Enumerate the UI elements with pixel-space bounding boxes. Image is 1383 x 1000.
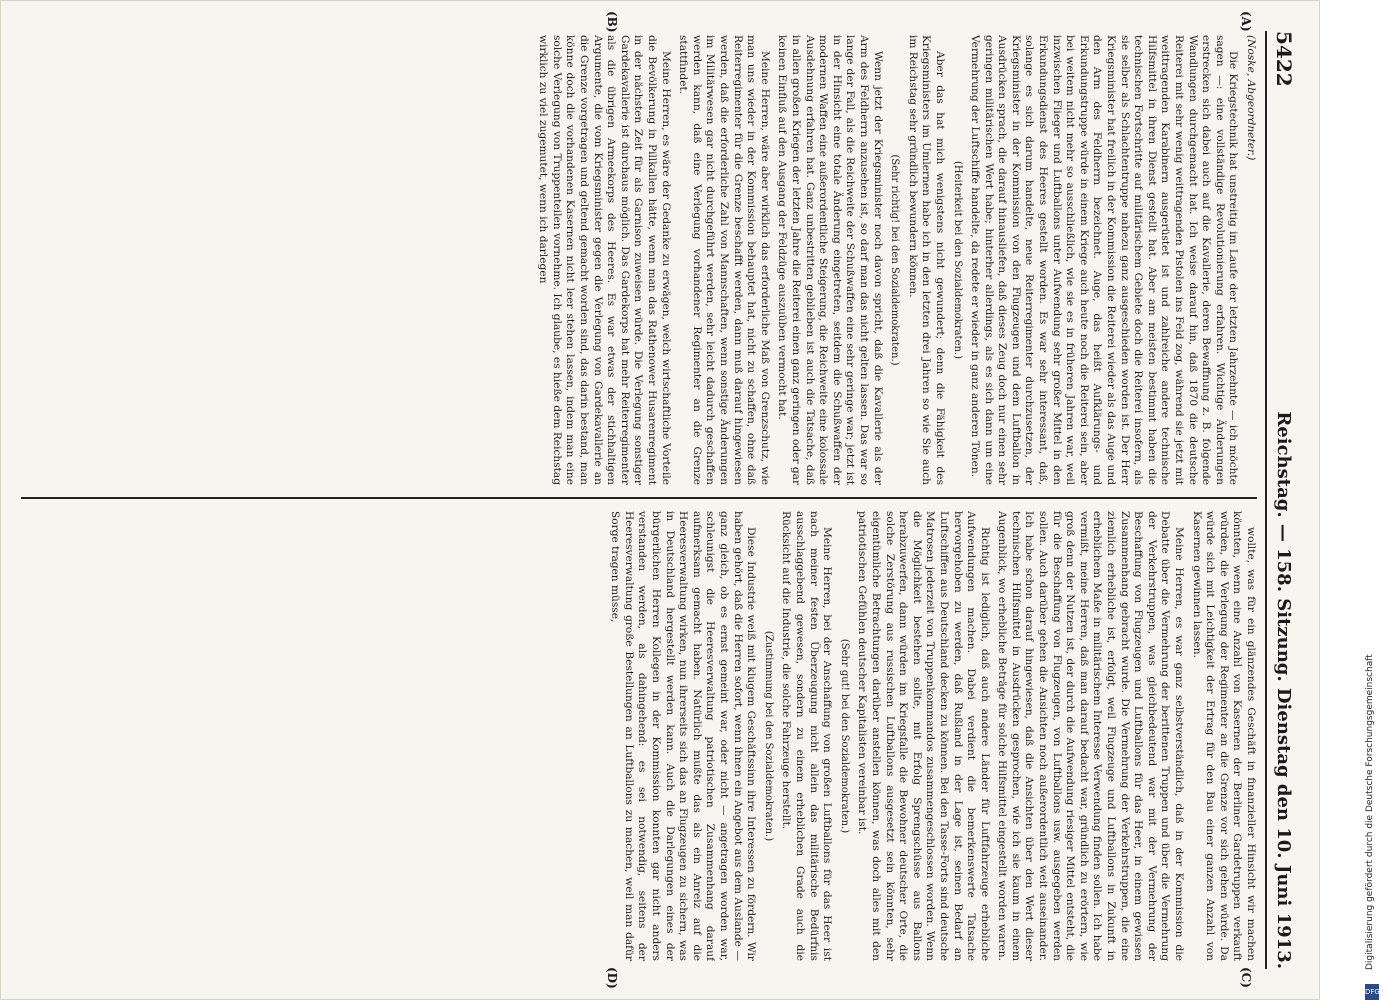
digitization-credit (1365, 0, 1379, 1000)
paragraph: Aber das hat mich wenigstens nicht gewundert; denn die Fähigkeit des Kriegsministers im Umlernen habe ich in den letzten drei Jahren so wie Sie auch im Reichstag sehr gründlich bewundern können. (906, 35, 946, 485)
right-column (21, 511, 1257, 961)
paragraph: Richtig ist lediglich, daß auch andere Länder für Luftfahrzeuge erhebliche Aufwendungen machen. Dabei verdient die bemerkenswerte Tatsache hervorgehoben zu werden, daß Rußland in der Lage ist, seinen Bedarf an Luftschiffen aus Deutschland decken zu können. Bei den Tasse-Forts sind deutsche Matrosen jederzeit von Truppenkommandos zusammengeschlossen worden. Wenn die Möglichkeit bestehen sollte, mit Erfolg Sprengschüsse aus Ballons herabzuwerfen, dann würden im Kriegsfalle die Bewohner deutscher Orte, die solche Zerstörung aus russischen Luftballons ausgesetzt sein könnten, sehr eigentümliche Betrachtungen darüber anstellen können, was doch alles mit den patriotischen Gefühlen deutscher Kapitalisten vereinbar ist. (856, 511, 991, 961)
interjection: (Zustimmung bei den Sozialdemokraten.) (762, 630, 774, 842)
margin-mark-b: (B) (605, 11, 619, 33)
speaker-label: (Noske, Abgeordneter.) (1245, 35, 1257, 161)
paragraph: Meine Herren, es war ganz selbstverständlich, daß in der Kommission die Debatte über die Vermehrung der berittenen Truppen und über die Vermehrung der Verkehrstruppen, was gleichbedeutend war mit der Vermehrung der Beschaffung von Flugzeugen und Luftballons für das Heer, in einem gewissen Zusammenhang gebracht wurde. Die Vermehrung der Verkehrstruppen, die eine ziemlich erhebliche ist, erfolgt, weil Flugzeuge und Luftballons in Zukunft in erheblichem Maße in militärischem Interesse Verwendung finden sollen. Ich habe vermißt, meine Herren, daß man darauf bedacht war, gründlich zu erörtern, wie groß denn der Nutzen ist, der durch die Aufwendung riesiger Mittel entsteht, die für die Beschaffung von Flugzeugen, von Luftballons usw. ausgegeben werden sollen. Auch darüber gehen die Ansichten noch außerordentlich weit auseinander. Ich habe schon darauf hingewiesen, daß die Ansichten über den Wert dieser technischen Hilfsmittel in Ausdrücken gesprochen, wie ich sie kaum in einem Augenblick, wo erhebliche Beträge für solche Hilfsmittel eingestellt worden waren. (996, 511, 1186, 961)
paragraph: Die Kriegstechnik hat unstreitig im Laufe der letzten Jahrzehnte — ich möchte sagen —: eine vollständige Revolutionierung erfahren. Wichtige Änderungen erstrecken sich dabei auch auf die Kavallerie, deren Bewaffnung z. B. folgende Wandlungen durchgemacht hat. Ich weise darauf hin, daß 1870 die deutsche Reiterei mit sehr wenig weittragenden Pistolen ins Feld zog, während sie jetzt mit weittragenden Karabinern ausgerüstet ist und zahlreiche andere technische Hilfsmittel in ihren Dienst gestellt hat. Aber am meisten bestimmt haben die technischen Fortschritte auf militärischem Gebiete doch die Reiterei insofern, als sie selber als Schlachtentruppe nahezu ganz ausgeschieden worden ist. Der Herr Kriegsminister hat freilich in der Kommission die Reiterei wieder als das Auge und den Arm des Feldherrn bezeichnet. Auge, das heißt Aufklärungs- und Erkundungstruppe würde in einem Kriege auch heute noch die Reiterei sein, aber bei weitem nicht mehr so ausschließlich, wie sie es in früheren Jahren war, weil inzwischen Flieger und Luftballons unter Aufwendung sehr großer Mittel in den Erkundungsdienst des Heeres gestellt worden. Es war sehr interessant, daß, solange es sich darum handelte, neue Reiterregimenter durchzusetzen, der Kriegsminister in der Kommission von den Flugzeugen und dem Luftballon in Ausdrücken sprach, die darauf hinausliefen, daß dieses Zeug doch nur einen sehr geringen militärischen Wert habe; hinterher allerdings, als es sich dann um eine Vermehrung der Luftschiffe handelte, da redete er wieder in ganz anderen Tönen. (969, 35, 1240, 485)
paragraph: Meine Herren, es wäre der Gedanke zu erwägen, welch wirtschaftliche Vorteile die Bevölkerung in Pillkallen hätte, wenn man das Rathenower Husarenregiment in der nächsten Zeit für als Garnison zuweisen würde. Die Verlegung sonstiger Gardekavallerie ist durchaus möglich. Das Gardekorps hat mehr Reiterregimenter als die übrigen Armeekorps des Heeres. Es war etwas der stichhaltigen Argumente, die vom Kriegsminister gegen die Verlegung von Gardekavallerie an die Grenze vorgetragen und geltend gemacht worden sind, das darin bestand, man könne doch die vorhandenen Kasernen nicht leer stehen lassen, indem man eine solche Verlegung von Truppenteilen vornehme. Ich glaube, es hieße dem Reichstag wirklich zu viel zugemutet, wenn ich darlegen (537, 35, 672, 485)
paragraph: Diese Industrie weiß mit klugem Geschäftssinn ihre Interessen zu fördern. Wir haben gehört, daß die Herren sofort, wenn ihnen ein Angebot aus dem Auslande — ganz gleich, ob es ernst gemeint war, oder nicht — angetragen worden war, schleunigst die Heeresverwaltung patriotischen Zusammenhang darauf aufmerksam gemacht haben. Natürlich mußte das als ein Anreiz auf die Heeresverwaltung wirken, nun ihrerseits sich das an Flugzeugen zu sichern, was in Deutschland hergestellt werden kann. Auch die Darlegungen eines der bürgerlichen Herren Kollegen in der Kommission konnten gar nicht anders verstanden werden, als dahingehend: es sei notwendig, seitens der Heeresverwaltung große Bestellungen an Luftballons zu machen, weil man dafür Sorge tragen müsse, (609, 511, 758, 961)
page-header (1265, 31, 1301, 969)
paragraph: Meine Herren, bei der Anschaffung von großen Luftballons für das Heer ist nach meiner festen Überzeugung nicht allein das militärische Bedürfnis ausschlaggebend gewesen, sondern zu einem erheblichen Grade auch die Rücksicht auf die Industrie, die solche Fahrzeuge herstellt. (780, 511, 834, 961)
paragraph: Meine Herren, wäre aber wirklich das erforderliche Maß von Grenzschutz, wie man uns wieder in der Kommission behauptet hat, nicht zu schaffen, ohne daß Reiterregimenter für die Grenze beschafft werden, dann muß darauf hingewiesen werden, daß die erforderliche Zahl von Mannschaften, wenn sonstige Änderungen im Militärwesen gar nicht durchgeführt werden, sehr leicht dadurch geschaffen werden kann, daß eine Verlegung vorhandener Regimenter an die Grenze stattfindet. (677, 35, 771, 485)
left-column (21, 35, 1257, 485)
interjection: (Sehr gut! bei den Sozialdemokraten.) (838, 638, 850, 834)
credit-text: Digitalisierung gefördert durch die Deutsche Forschungsgemeinschaft (1365, 654, 1375, 970)
column-divider (21, 497, 1257, 499)
margin-mark-d: (D) (605, 967, 619, 989)
interjection: (Heiterkeit bei den Sozialdemokraten.) (951, 160, 963, 360)
page-number: 5422 (1272, 31, 1296, 87)
margin-mark-a: (A) (1239, 11, 1253, 32)
page-title: Reichstag. — 158. Sitzung. Dienstag den 10. Juni 1913. (1273, 411, 1295, 969)
margin-mark-c: (C) (1239, 967, 1253, 988)
paragraph: Wenn jetzt der Kriegsminister noch davon spricht, daß die Kavallerie als der Arm des Feldherrn anzusehen ist, so darf man das nicht gelten lassen. Das war so lange der Fall, als die Reichweite der Schußwaffen eine sehr geringe war; jetzt ist in der Hinsicht eine totale Änderung eingetreten, seitdem die Schußwaffen der modernen Waffen eine außerordentliche Steigerung, die Reichweite eine kolossale Ausdehnung erfahren hat. Ganz unbestritten geblieben ist auch die Tatsache, daß in allen großen Kriegen der letzten Jahre die Reiterei einen ganz geringen oder gar keinen Einfluß auf den Ausgang der Feldzüge auszuüben vermocht hat. (776, 35, 884, 485)
interjection: (Sehr richtig! bei den Sozialdemokraten.) (889, 154, 901, 366)
paragraph: wollte, was für ein glänzendes Geschäft in finanzieller Hinsicht wir machen könnten, wenn eine Anzahl von Kasernen der Berliner Gardetruppen verkauft würden, die Verlegung der Regimenter an die Grenze vor sich gehen würde. Da würde sich mit Leichtigkeit der Ertrag für den Bau einer ganzen Anzahl von Kasernen gewinnen lassen. (1190, 511, 1257, 961)
dfg-logo: DFG (1365, 984, 1379, 1000)
